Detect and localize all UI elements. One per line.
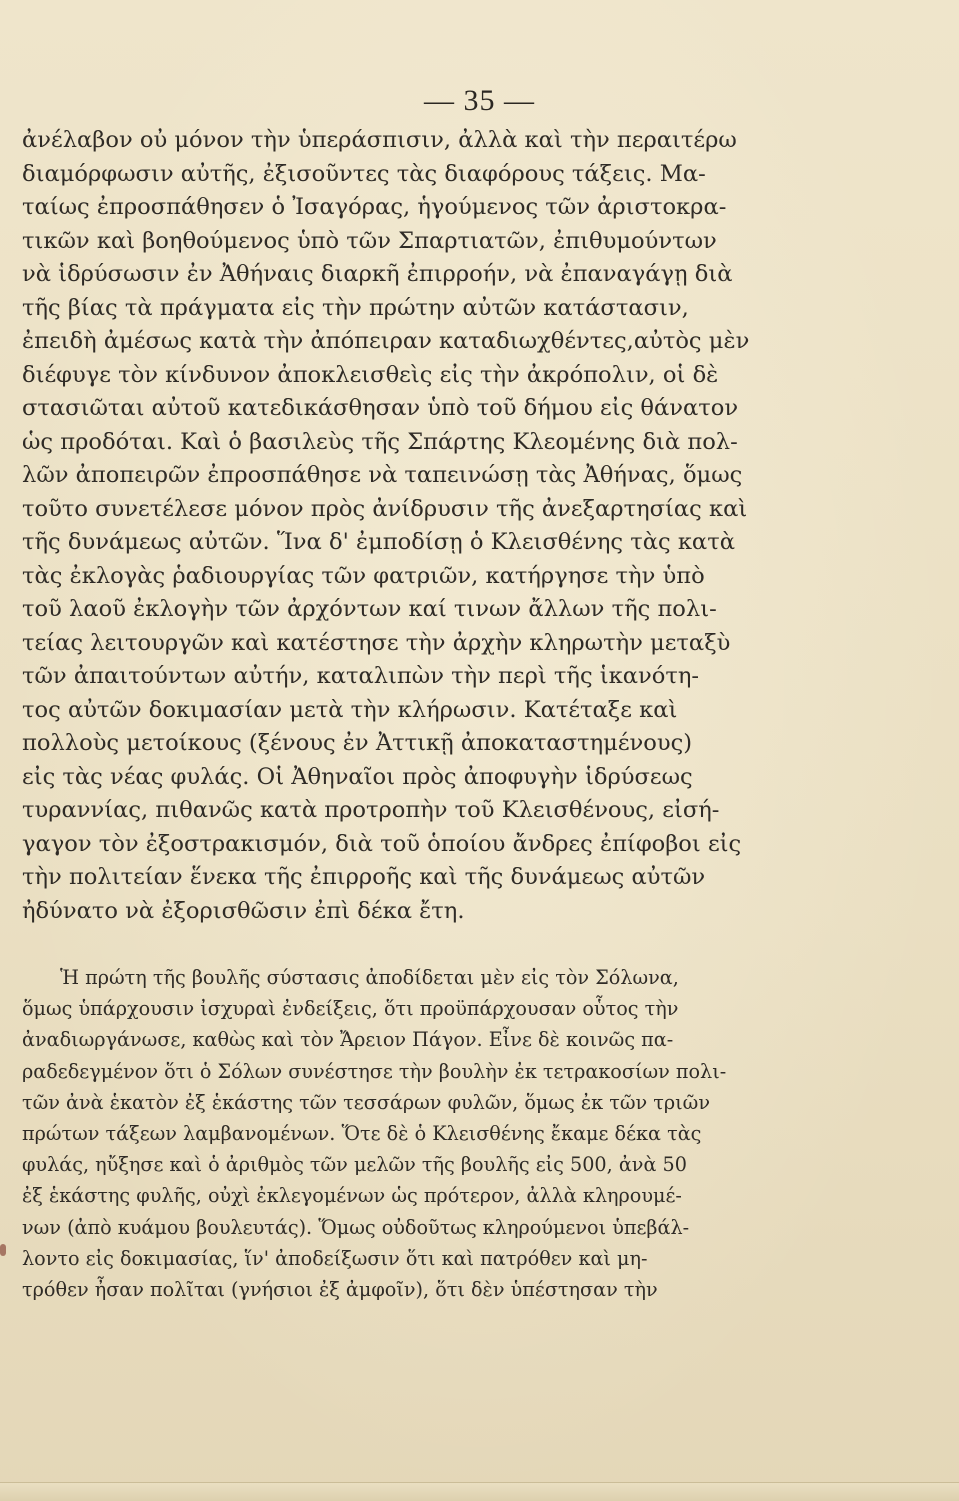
text-line: τείας λειτουργῶν καὶ κατέστησε τὴν ἀρχὴν κληρωτὴν μεταξὺ: [22, 629, 731, 656]
text-line: διέφυγε τὸν κίνδυνον ἀποκλεισθεὶς εἰς τὴν ἀκρόπολιν, οἱ δὲ: [22, 361, 719, 388]
text-line: τοῦ λαοῦ ἐκλογὴν τῶν ἀρχόντων καί τινων ἄλλων τῆς πολι-: [22, 596, 717, 622]
text-line: στασιῶται αὐτοῦ κατεδικάσθησαν ὑπὸ τοῦ δήμου εἰς θάνατον: [22, 395, 739, 421]
text-line: εἰς τὰς νέας φυλάς. Οἱ Ἀθηναῖοι πρὸς ἀποφυγὴν ἱδρύσεως: [22, 763, 693, 790]
text-line: τὴν πολιτείαν ἕνεκα τῆς ἐπιρροῆς καὶ τῆς δυνάμεως αὐτῶν: [22, 864, 706, 890]
paragraph-1: [22, 124, 764, 928]
text-line: νὰ ἱδρύσωσιν ἐν Ἀθήναις διαρκῆ ἐπιρροήν, νὰ ἐπαναγάγῃ διὰ: [22, 261, 733, 287]
text-line: τὰς ἐκλογὰς ῥαδιουργίας τῶν φατριῶν, κατήργησε τὴν ὑπὸ: [22, 562, 705, 589]
text-line: ἐξ ἑκάστης φυλῆς, οὐχὶ ἐκλεγομένων ὡς πρότερον, ἀλλὰ κληρουμέ-: [22, 1184, 682, 1208]
text-line: ἐπειδὴ ἀμέσως κατὰ τὴν ἀπόπειραν καταδιωχθέντες,αὐτὸς μὲν: [22, 328, 750, 354]
paragraph-2: [22, 962, 764, 1305]
text-line: τικῶν καὶ βοηθούμενος ὑπὸ τῶν Σπαρτιατῶν, ἐπιθυμούντων: [22, 227, 717, 254]
text-line: πολλοὺς μετοίκους (ξένους ἐν Ἀττικῇ ἀποκαταστημένους): [22, 730, 693, 756]
text-line: ὡς προδόται. Καὶ ὁ βασιλεὺς τῆς Σπάρτης Κλεομένης διὰ πολ-: [22, 428, 738, 455]
text-line: διαμόρφωσιν αὐτῆς, ἐξισοῦντες τὰς διαφόρους τάξεις. Μα-: [22, 160, 706, 187]
text-line: ἀνέλαβον οὐ μόνον τὴν ὑπεράσπισιν, ἀλλὰ καὶ τὴν περαιτέρω: [22, 127, 737, 153]
text-line: τρόθεν ἦσαν πολῖται (γνήσιοι ἐξ ἀμφοῖν), ὅτι δὲν ὑπέστησαν τὴν: [22, 1278, 658, 1302]
text-line: λοντο εἰς δοκιμασίας, ἵν' ἀποδείξωσιν ὅτι καὶ πατρόθεν καὶ μη-: [22, 1246, 648, 1270]
text-line: τῶν ἀπαιτούντων αὐτήν, καταλιπὼν τὴν περὶ τῆς ἱκανότη-: [22, 663, 700, 689]
text-line: τῶν ἀνὰ ἑκατὸν ἐξ ἑκάστης τῶν τεσσάρων φυλῶν, ὅμως ἐκ τῶν τριῶν: [22, 1090, 710, 1114]
text-line: τος αὐτῶν δοκιμασίαν μετὰ τὴν κλήρωσιν. Κατέταξε καὶ: [22, 696, 678, 723]
page-number: — 35 —: [424, 84, 535, 117]
text-line: ταίως ἐπροσπάθησεν ὁ Ἰσαγόρας, ἡγούμενος τῶν ἀριστοκρα-: [22, 194, 727, 220]
text-line: ἀναδιωργάνωσε, καθὼς καὶ τὸν Ἄρειον Πάγον. Εἶνε δὲ κοινῶς πα-: [22, 1028, 674, 1052]
margin-ink-mark: [0, 1244, 6, 1256]
text-line: πρώτων τάξεων λαμβανομένων. Ὅτε δὲ ὁ Κλεισθένης ἔκαμε δέκα τὰς: [22, 1122, 702, 1146]
text-line: τῆς δυνάμεως αὐτῶν. Ἵνα δ' ἐμποδίσῃ ὁ Κλεισθένης τὰς κατὰ: [22, 529, 735, 555]
page-bottom-edge: [0, 1482, 959, 1501]
text-line: τῆς βίας τὰ πράγματα εἰς τὴν πρώτην αὐτῶν κατάστασιν,: [22, 294, 689, 321]
text-line: νων (ἀπὸ κυάμου βουλευτάς). Ὅμως οὐδοῦτως κληρούμενοι ὑπεβάλ-: [22, 1215, 690, 1239]
text-line: τοῦτο συνετέλεσε μόνον πρὸς ἀνίδρυσιν τῆς ἀνεξαρτησίας καὶ: [22, 495, 748, 522]
text-line: ραδεδεγμένον ὅτι ὁ Σόλων συνέστησε τὴν βουλὴν ἐκ τετρακοσίων πολι-: [22, 1059, 727, 1083]
text-line: γαγον τὸν ἐξοστρακισμόν, διὰ τοῦ ὁποίου ἄνδρες ἐπίφοβοι εἰς: [22, 830, 742, 857]
text-line: ὅμως ὑπάρχουσιν ἰσχυραὶ ἐνδείξεις, ὅτι προϋπάρχουσαν οὗτος τὴν: [22, 997, 679, 1021]
text-line: λῶν ἀποπειρῶν ἐπροσπάθησε νὰ ταπεινώσῃ τὰς Ἀθήνας, ὅμως: [22, 462, 743, 488]
text-line: τυραννίας, πιθανῶς κατὰ προτροπὴν τοῦ Κλεισθένους, εἰσή-: [22, 797, 720, 823]
text-line: φυλάς, ηὔξησε καὶ ὁ ἀριθμὸς τῶν μελῶν τῆς βουλῆς εἰς 500, ἀνὰ 50: [22, 1153, 687, 1177]
text-line: ἠδύνατο νὰ ἐξορισθῶσιν ἐπὶ δέκα ἔτη.: [22, 897, 465, 924]
text-line: Ἡ πρώτη τῆς βουλῆς σύστασις ἀποδίδεται μὲν εἰς τὸν Σόλωνα,: [60, 966, 679, 989]
